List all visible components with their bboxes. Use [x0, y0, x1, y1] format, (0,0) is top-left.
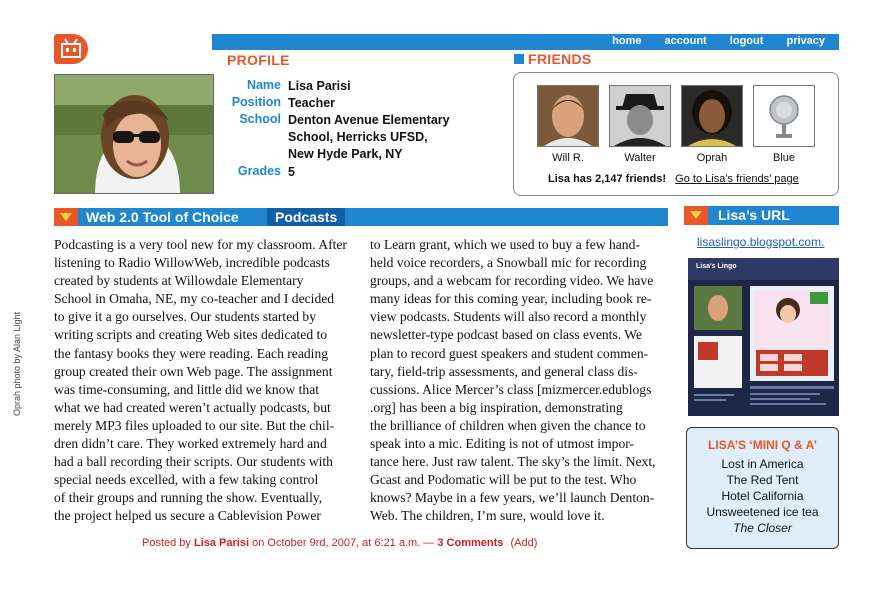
qa-title: LISA’S ‘MINI Q & A’ [708, 438, 817, 452]
article-line: many ideas for this coming year, including book re- [370, 291, 652, 307]
friend-blue[interactable] [753, 85, 815, 164]
posted-author[interactable]: Lisa Parisi [193, 537, 250, 549]
friends-page-link[interactable]: Go to Lisa’s friends’ page [675, 173, 799, 185]
profile-photo [54, 74, 214, 194]
profile-title: PROFILE [227, 52, 290, 68]
comments-link[interactable]: 3 Comments [437, 537, 504, 549]
add-comment-link[interactable]: (Add) [510, 537, 538, 549]
article-line: dren didn’t care. They worked extremely hard and [54, 436, 327, 452]
friend-name: Walter [624, 152, 656, 164]
mini-qa-box [686, 427, 839, 549]
friends-count-text: Lisa has 2,147 friends! [548, 173, 666, 185]
nav-privacy[interactable]: privacy [786, 35, 825, 47]
article-line: was time-consuming, and little did we know that [54, 381, 320, 397]
qa-item: The Closer [733, 521, 792, 535]
friend-photo [681, 85, 743, 147]
article-line: cussions. Alice Mercer’s class [mizmercer.edublogs [370, 381, 652, 397]
article-column-2 [370, 236, 667, 526]
blog-screenshot[interactable] [688, 258, 839, 416]
article-line: plan to record guest speakers and student commen- [370, 345, 649, 361]
friend-name: Will R. [552, 152, 584, 164]
friend-photo [537, 85, 599, 147]
friend-name: Oprah [696, 152, 728, 164]
friends-title-text: FRIENDS [528, 51, 592, 67]
posted-prefix: Posted by [142, 537, 191, 549]
article-line: the fantasy books they were reading. Each reading [54, 345, 329, 361]
article-line: the project helped us secure a Cablevision Power [54, 508, 321, 524]
article-line: what we had created weren’t actually podcasts, but [54, 399, 331, 415]
qa-item: Lost in America [721, 457, 804, 471]
nav-account[interactable]: account [664, 35, 707, 47]
blog-url-link[interactable]: lisaslingo.blogspot.com. [697, 235, 825, 249]
article-line: merely MP3 files uploaded to our site. But the chil- [54, 417, 335, 433]
friend-oprah[interactable] [681, 85, 743, 164]
logo-icon [60, 38, 82, 60]
label-position: Position [231, 95, 281, 109]
profile-labels [200, 78, 281, 188]
tool-banner [54, 208, 668, 226]
triangle-down-icon [54, 208, 78, 226]
article-line: view podcasts. Students will also record a monthly [370, 309, 647, 325]
label-name: Name [246, 78, 281, 92]
nav-links [592, 35, 825, 47]
tool-heading: Web 2.0 Tool of Choice [86, 209, 239, 225]
qa-item: The Red Tent [726, 473, 799, 487]
friend-name: Blue [772, 152, 796, 164]
article-line: School in Omaha, NE, my co-teacher and I decided [54, 291, 335, 307]
value-school-line2: School, Herricks UFSD, [288, 130, 428, 144]
posted-line [142, 537, 537, 549]
article-line: groups, and a webcam for recording video. We have [370, 273, 654, 289]
article-line: speak into a mic. Editing is not of utmost impor- [370, 436, 635, 452]
article-line: to Learn grant, which we used to buy a few hand- [370, 237, 640, 252]
article-line: Gcast and Podomatic will be put to the test. Who [370, 472, 637, 488]
value-position: Teacher [288, 96, 336, 110]
article-line: to give it a go ourselves. Our students started by [54, 309, 317, 325]
article-line: of their groups and running the show. Eventually, [54, 490, 323, 506]
triangle-down-icon [684, 206, 708, 225]
article-line: the brilliance of children when given the chance to [370, 417, 646, 433]
posted-date: on October 9rd, 2007, at 6:21 a.m. — [252, 537, 435, 549]
friend-photo [609, 85, 671, 147]
value-school-line1: Denton Avenue Elementary [288, 113, 450, 127]
top-nav-bar [212, 34, 839, 50]
article-line: group created their own Web page. The assignment [54, 363, 333, 379]
url-banner [684, 206, 839, 225]
value-school-line3: New Hyde Park, NY [288, 147, 403, 161]
article-line: listening to Radio WillowWeb, incredible podcasts [54, 255, 330, 271]
friend-photo [753, 85, 815, 147]
blog-title: Lisa's Lingo [696, 263, 737, 270]
label-school: School [239, 112, 281, 126]
article-line: tary, field-trip assessments, and general class dis- [370, 363, 638, 379]
value-name: Lisa Parisi [288, 79, 351, 93]
article-line: special needs excelled, with a few taking control [54, 472, 319, 488]
friend-will[interactable] [537, 85, 599, 164]
friends-box [513, 72, 839, 196]
friends-title [514, 51, 592, 67]
friends-count [548, 173, 799, 185]
label-grades: Grades [237, 164, 281, 178]
article-column-1 [54, 236, 354, 526]
article-line: Web. The children, I’m sure, would love it. [370, 508, 605, 524]
square-bullet-icon [514, 54, 524, 64]
qa-list [687, 456, 838, 536]
article-line: knows? Maybe in a few years, we’ll launch Denton- [370, 490, 655, 506]
logo[interactable] [54, 34, 88, 64]
article-line: Podcasting is a very tool new for my classroom. After [54, 237, 347, 252]
value-grades: 5 [288, 165, 295, 179]
qa-item: Unsweetened ice tea [706, 505, 819, 519]
nav-logout[interactable]: logout [729, 35, 764, 47]
article-line: writing scripts and creating Web sites dedicated to [54, 327, 328, 343]
article-line: .org] has been a big inspiration, demonstrating [370, 399, 623, 415]
friend-walter[interactable] [609, 85, 671, 164]
url-heading: Lisa’s URL [718, 207, 790, 223]
photo-credit: Oprah photo by Alan Light [12, 311, 22, 416]
qa-item: Hotel California [721, 489, 804, 503]
nav-home[interactable]: home [612, 35, 642, 47]
article-line: had a ball recording their scripts. Our students with [54, 454, 333, 470]
tool-value: Podcasts [267, 208, 345, 226]
article-line: newsletter-type podcast based on class events. We [370, 327, 643, 343]
profile-values [288, 78, 508, 188]
article-line: held voice recorders, a Snowball mic for recording [370, 255, 647, 271]
article-line: tance here. Just raw talent. The sky’s the limit. Next, [370, 454, 656, 470]
article-line: created by students at Willowdale Elementary [54, 273, 304, 289]
